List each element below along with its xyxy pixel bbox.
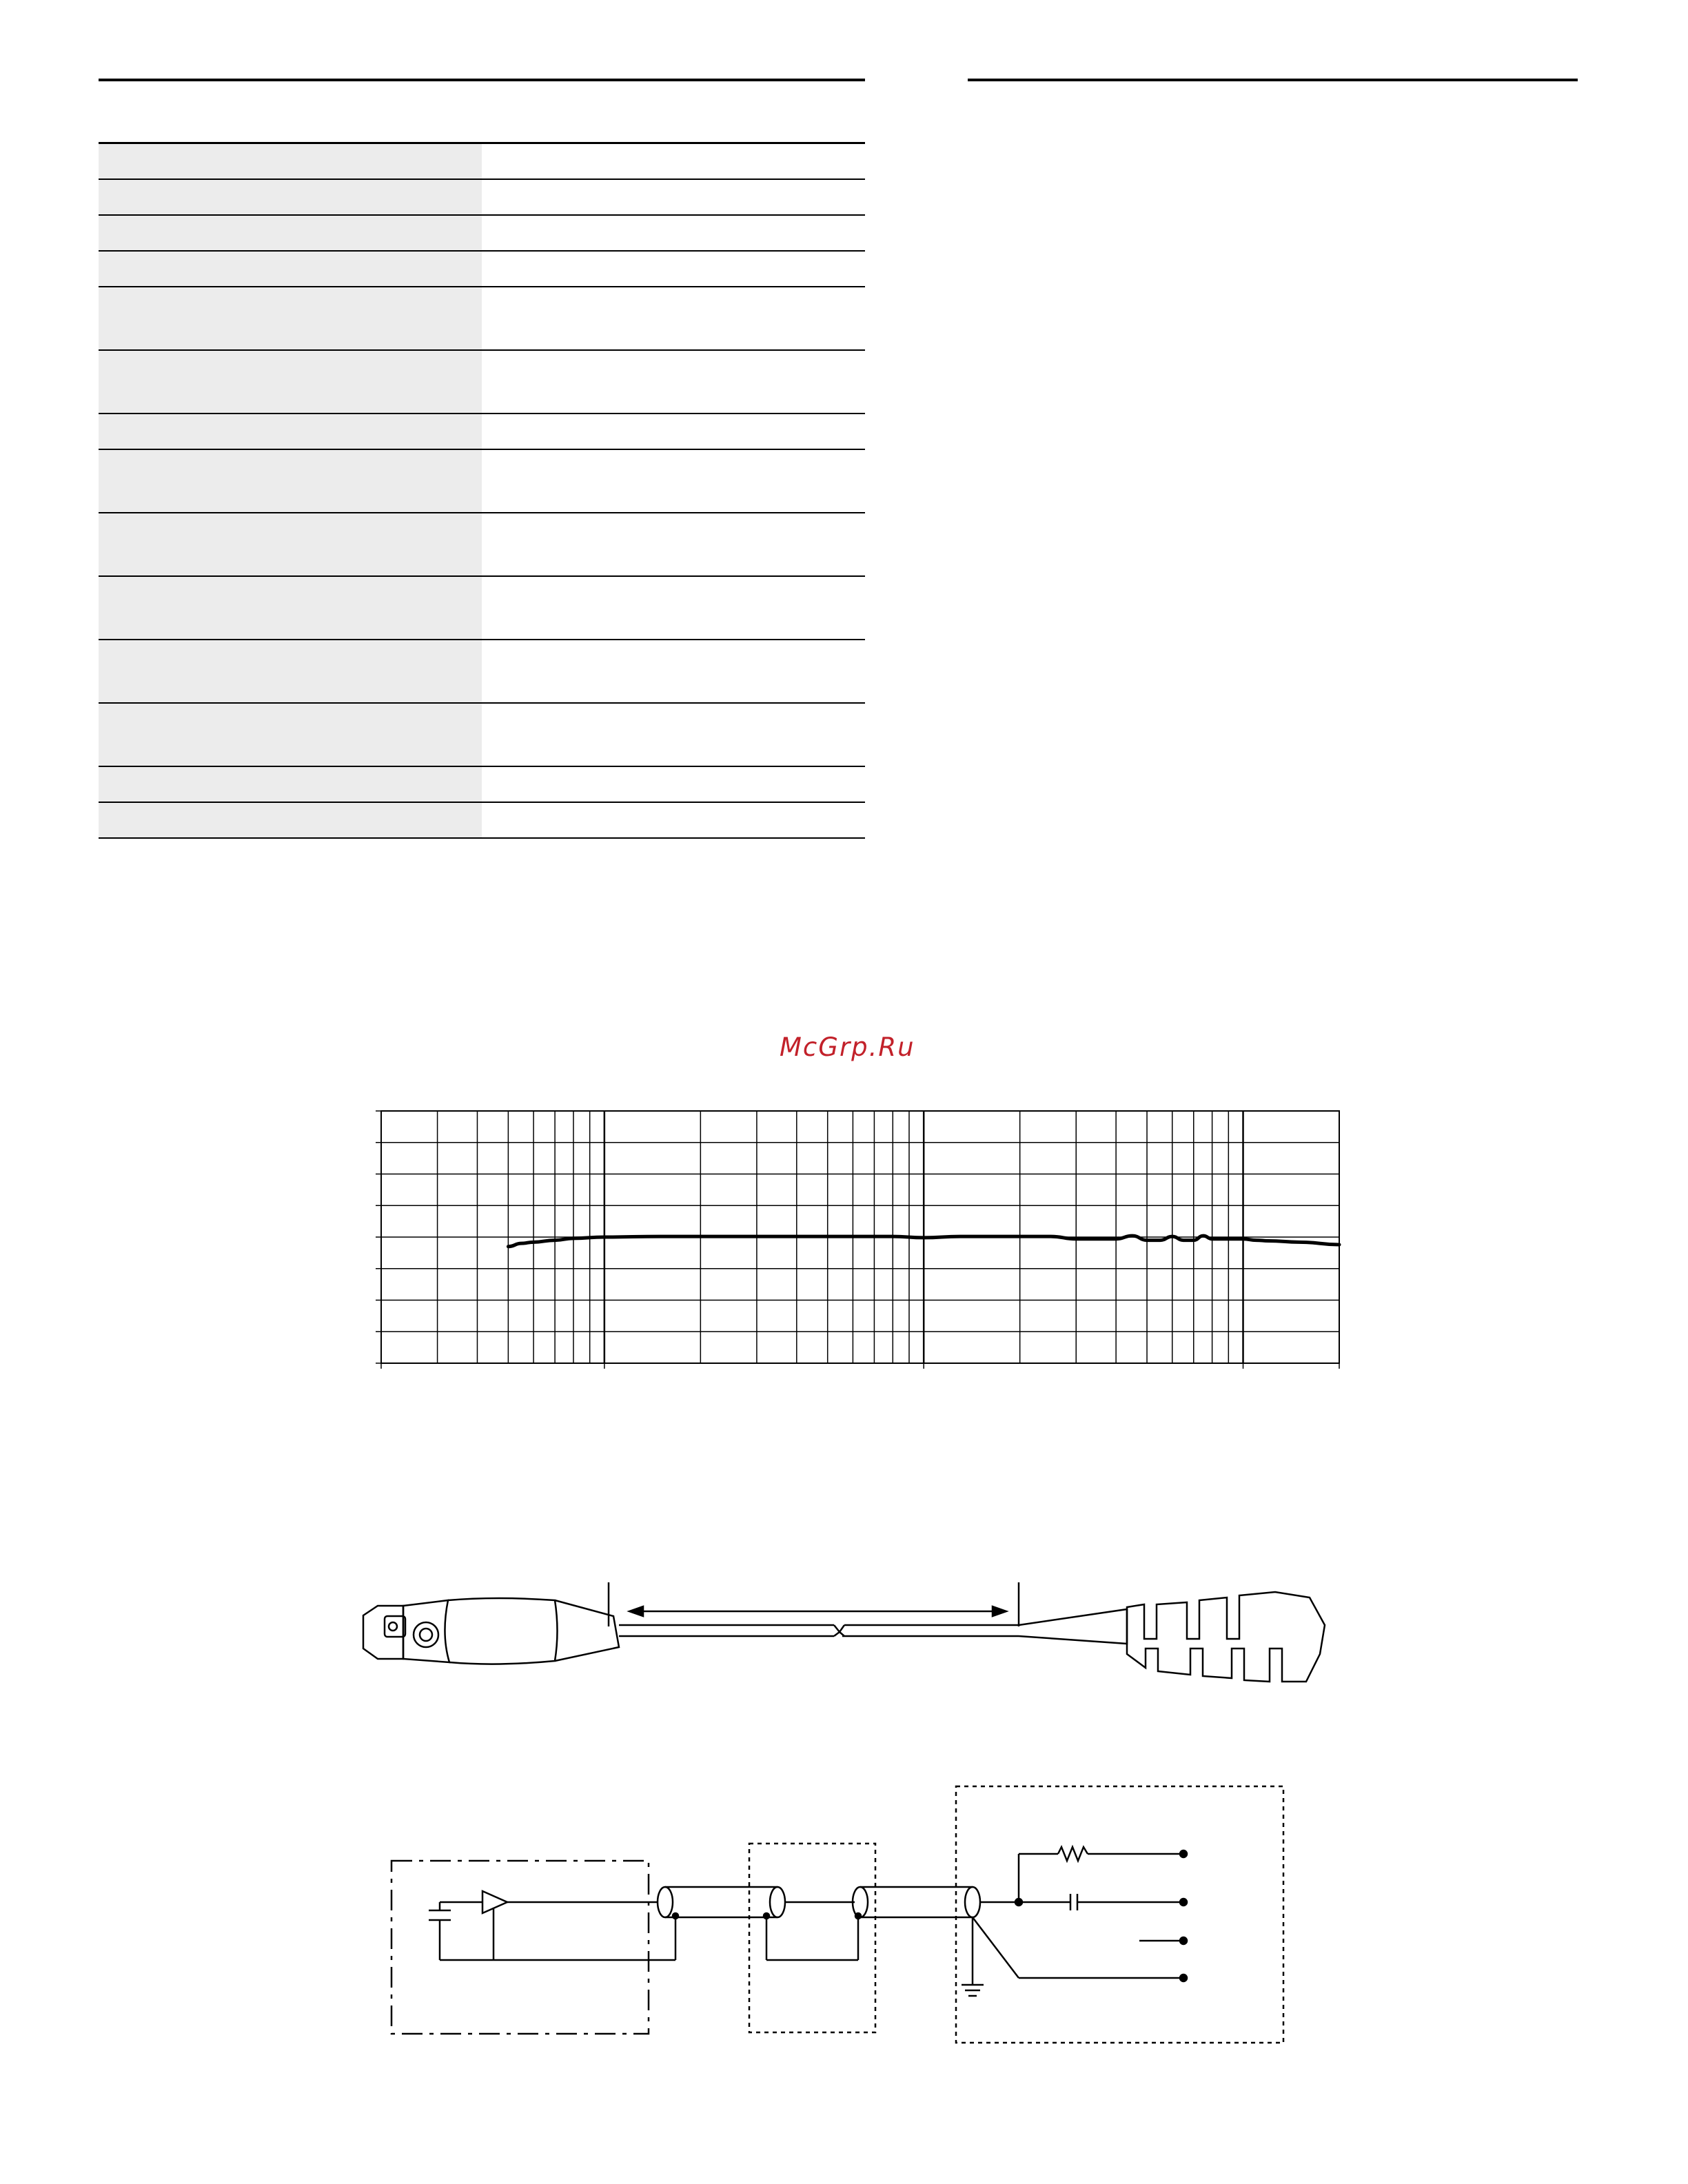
microphone-box: [392, 1861, 649, 2034]
resistor-symbol: [1058, 1847, 1088, 1861]
adapter-box: [749, 1844, 875, 2032]
watermark: McGrp.Ru: [780, 1032, 915, 1062]
output-box: [956, 1786, 1283, 2043]
ground-icon: [962, 1985, 984, 1996]
amplifier-symbol: [482, 1891, 507, 1913]
shielded-cable-1: [665, 1887, 777, 1917]
